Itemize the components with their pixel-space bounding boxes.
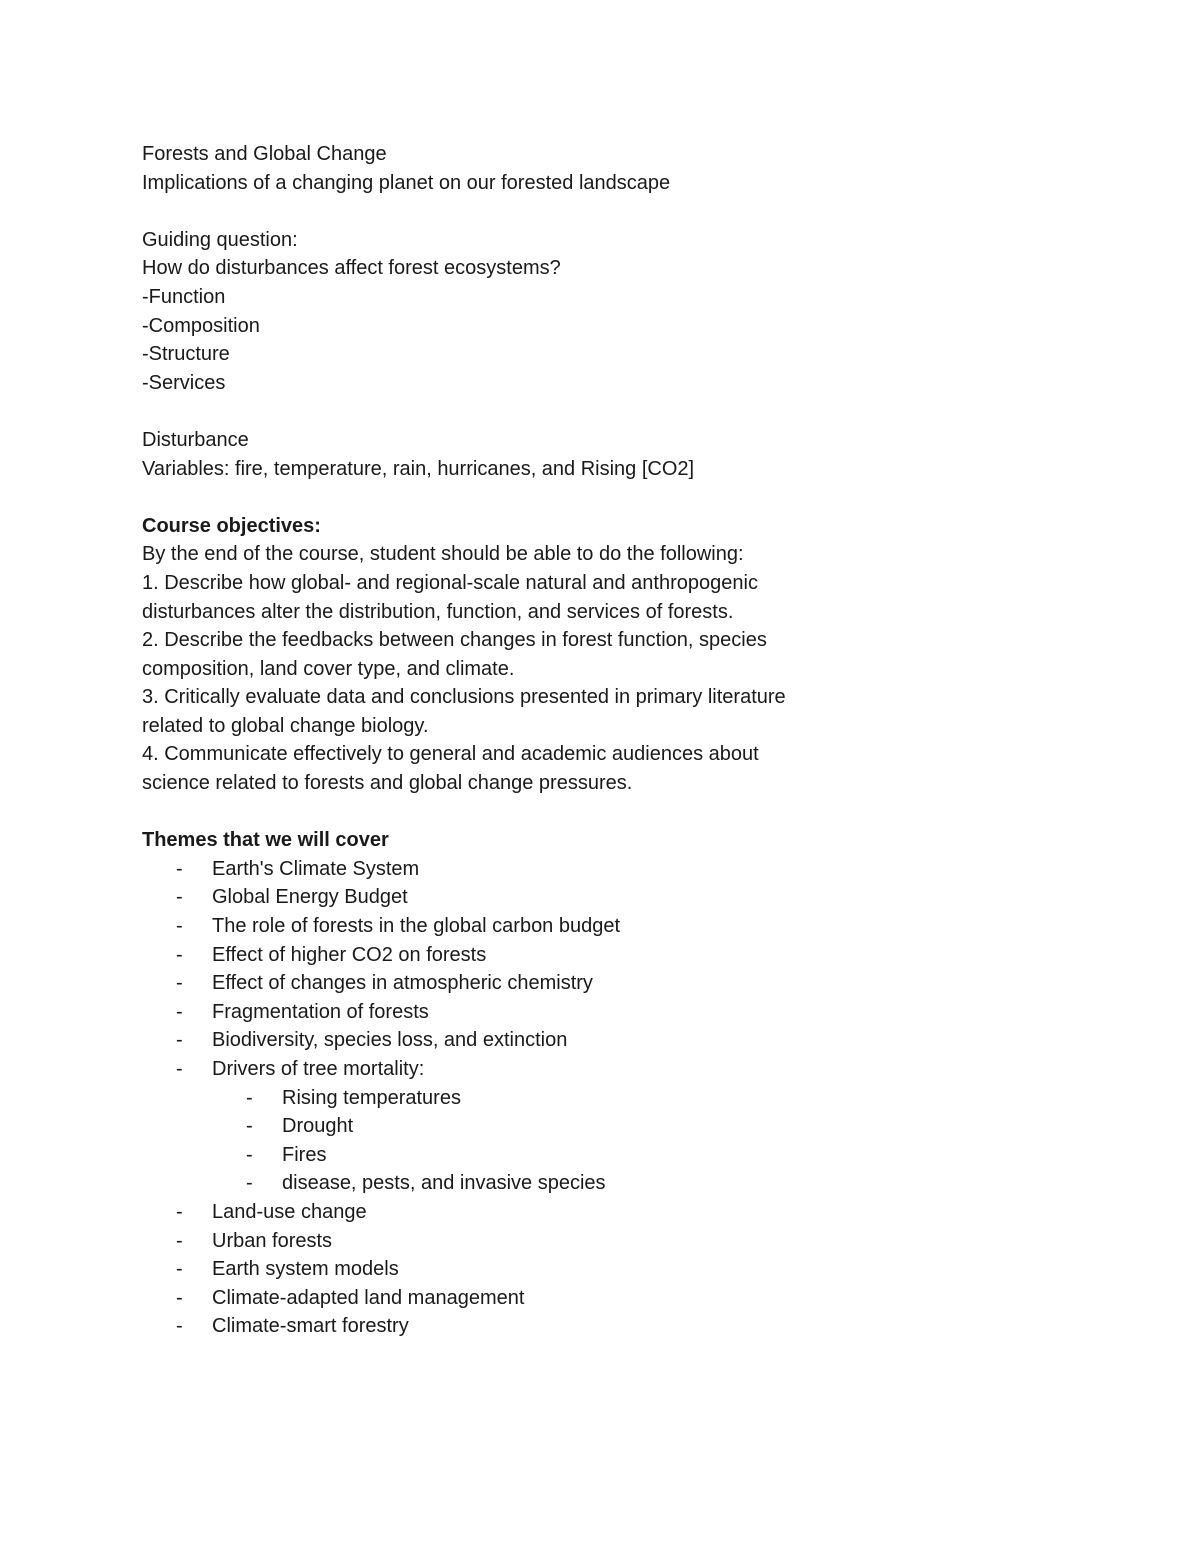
objective-line: disturbances alter the distribution, function, and services of forests.	[142, 600, 734, 623]
guiding-question-label: Guiding question:	[142, 228, 298, 251]
sub-list-item-text: disease, pests, and invasive species	[282, 1172, 606, 1195]
guiding-item-services: -Services	[142, 371, 226, 394]
list-item-text: Effect of changes in atmospheric chemistry	[212, 972, 593, 995]
blank-line	[142, 798, 1082, 827]
list-item-text: Earth's Climate System	[212, 857, 420, 880]
guiding-item-structure: -Structure	[142, 343, 230, 366]
list-item-text: Earth system models	[212, 1258, 399, 1281]
objectives-heading: Course objectives:	[142, 514, 321, 537]
list-item-text: Global Energy Budget	[212, 886, 408, 909]
list-item-text: The role of forests in the global carbon budget	[212, 915, 621, 938]
blank-line	[142, 397, 1082, 426]
list-item-text: Climate-smart forestry	[212, 1315, 409, 1338]
sub-list-item	[142, 1141, 1082, 1170]
themes-heading: Themes that we will cover	[142, 829, 389, 852]
disturbance-label: Disturbance	[142, 428, 249, 451]
disturbance-variables: Variables: fire, temperature, rain, hurricanes, and Rising [CO2]	[142, 457, 695, 480]
list-item-text: Urban forests	[212, 1229, 333, 1252]
blank-line	[142, 197, 1082, 226]
list-item-text: Effect of higher CO2 on forests	[212, 943, 487, 966]
list-item	[142, 998, 1082, 1027]
list-item	[142, 1055, 1082, 1084]
dash-marker: -	[176, 1058, 183, 1080]
sub-list-item-text: Fires	[282, 1143, 327, 1166]
list-item-text: Drivers of tree mortality:	[212, 1058, 425, 1080]
guiding-item-composition: -Composition	[142, 314, 260, 337]
mortality-sub-list	[142, 1084, 1082, 1198]
objective-line: 4. Communicate effectively to general and academic audiences about	[142, 743, 759, 766]
objective-line: 3. Critically evaluate data and conclusions presented in primary literature	[142, 686, 786, 709]
objectives-intro: By the end of the course, student should be able to do the following:	[142, 543, 744, 566]
dash-marker: -	[176, 1029, 183, 1052]
dash-marker: -	[176, 1200, 183, 1223]
dash-marker: -	[176, 972, 183, 995]
list-item-text: Climate-adapted land management	[212, 1286, 525, 1309]
dash-marker: -	[246, 1086, 253, 1109]
document-body	[142, 140, 1082, 1341]
sub-list-item-text: Rising temperatures	[282, 1086, 461, 1109]
dash-marker: -	[176, 915, 183, 938]
list-item	[142, 1312, 1082, 1341]
list-item	[142, 883, 1082, 912]
list-item	[142, 855, 1082, 884]
blank-line	[142, 483, 1082, 512]
list-item	[142, 1026, 1082, 1055]
list-item	[142, 1255, 1082, 1284]
sub-list-item	[142, 1084, 1082, 1113]
objective-line: science related to forests and global change pressures.	[142, 772, 633, 795]
sub-list-item-text: Drought	[282, 1115, 354, 1138]
dash-marker: -	[176, 1229, 183, 1252]
document-subtitle: Implications of a changing planet on our forested landscape	[142, 171, 671, 194]
dash-marker: -	[176, 1315, 183, 1338]
objective-line: related to global change biology.	[142, 714, 429, 737]
dash-marker: -	[176, 1258, 183, 1281]
document-title: Forests and Global Change	[142, 143, 387, 165]
list-item-text: Land-use change	[212, 1200, 367, 1223]
dash-marker: -	[246, 1143, 253, 1166]
dash-marker: -	[246, 1115, 253, 1138]
list-item	[142, 1227, 1082, 1256]
objective-line: composition, land cover type, and climate.	[142, 657, 515, 680]
dash-marker: -	[176, 886, 183, 909]
dash-marker: -	[176, 943, 183, 966]
objective-line: 1. Describe how global- and regional-scale natural and anthropogenic	[142, 571, 758, 594]
themes-list-continued	[142, 1198, 1082, 1341]
sub-list-item	[142, 1112, 1082, 1141]
list-item-text: Biodiversity, species loss, and extinction	[212, 1029, 568, 1052]
list-item	[142, 1198, 1082, 1227]
dash-marker: -	[176, 857, 183, 880]
guiding-item-function: -Function	[142, 285, 226, 308]
list-item	[142, 912, 1082, 941]
list-item	[142, 1284, 1082, 1313]
themes-list	[142, 855, 1082, 1084]
list-item	[142, 969, 1082, 998]
dash-marker: -	[246, 1172, 253, 1195]
dash-marker: -	[176, 1286, 183, 1309]
sub-list-item	[142, 1169, 1082, 1198]
list-item	[142, 941, 1082, 970]
guiding-question-text: How do disturbances affect forest ecosystems?	[142, 257, 561, 280]
list-item-text: Fragmentation of forests	[212, 1000, 429, 1023]
objective-line: 2. Describe the feedbacks between changes in forest function, species	[142, 629, 767, 652]
dash-marker: -	[176, 1000, 183, 1023]
